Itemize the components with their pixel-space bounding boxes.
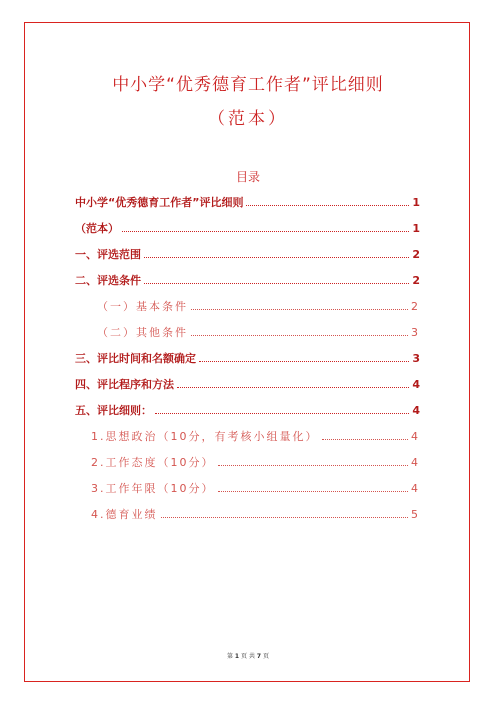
toc-entry[interactable]	[75, 271, 420, 287]
toc-entry[interactable]	[75, 219, 420, 235]
toc-entry[interactable]	[91, 505, 420, 521]
footer-middle: 页 共	[241, 653, 255, 660]
toc-entry-label: （二）其他条件	[97, 326, 188, 339]
toc-entry-label: 2.工作态度（10分）	[91, 456, 215, 469]
toc-entry-label: 4.德育业绩	[91, 508, 158, 521]
toc-entry-label: 3.工作年限（10分）	[91, 482, 215, 495]
toc-entry-label: 中小学“优秀德育工作者”评比细则	[75, 196, 244, 209]
footer-current-page: 1	[234, 653, 240, 660]
toc-heading: 目录	[235, 170, 260, 184]
footer-total-pages: 7	[256, 653, 262, 660]
toc-entry[interactable]	[75, 375, 420, 391]
toc-entry[interactable]	[97, 323, 420, 339]
toc-entry[interactable]	[91, 479, 420, 495]
toc-entry-page: 4	[411, 456, 420, 469]
toc-entry-label: 二、评选条件	[75, 274, 141, 287]
toc-entry-page: 2	[412, 248, 420, 261]
toc-entry-page: 3	[411, 326, 420, 339]
toc-entry-label: 四、评比程序和方法	[75, 378, 174, 391]
document-subtitle: （范本）	[208, 109, 288, 129]
dot-leader	[218, 490, 409, 492]
document-title: 中小学“优秀德育工作者”评比细则	[112, 75, 384, 95]
toc-entry-label: （范本）	[75, 222, 119, 235]
toc-entry-label: 三、评比时间和名额确定	[75, 352, 196, 365]
toc-entry-page: 5	[411, 508, 420, 521]
dot-leader	[199, 360, 409, 362]
dot-leader	[144, 256, 409, 258]
toc-entry-page: 4	[411, 430, 420, 443]
page-footer	[0, 651, 496, 660]
toc-entry[interactable]	[91, 453, 420, 469]
dot-leader	[191, 334, 408, 336]
dot-leader	[177, 386, 409, 388]
toc-entry-page: 4	[412, 404, 420, 417]
dot-leader	[155, 412, 409, 414]
toc-entry-page: 3	[412, 352, 420, 365]
toc-entry[interactable]	[75, 349, 420, 365]
toc-entry-label: 1.思想政治（10分，有考核小组量化）	[91, 430, 319, 443]
footer-prefix: 第	[226, 653, 233, 660]
toc-entry-page: 2	[411, 300, 420, 313]
dot-leader	[144, 282, 409, 284]
dot-leader	[161, 516, 409, 518]
toc-entry-page: 1	[412, 222, 420, 235]
toc-entry-page: 1	[412, 196, 420, 209]
toc-entry-label: 一、评选范围	[75, 248, 141, 261]
toc-entry[interactable]	[75, 401, 420, 417]
toc-entry-page: 2	[412, 274, 420, 287]
dot-leader	[122, 230, 409, 232]
toc-entry-label: （一）基本条件	[97, 300, 188, 313]
toc-entry[interactable]	[97, 297, 420, 313]
dot-leader	[246, 204, 409, 206]
toc-entry[interactable]	[75, 245, 420, 261]
toc-entry[interactable]	[75, 193, 420, 209]
toc-entry[interactable]	[91, 427, 420, 443]
toc-entry-page: 4	[412, 378, 420, 391]
footer-suffix: 页	[262, 653, 269, 660]
dot-leader	[218, 464, 409, 466]
dot-leader	[322, 438, 409, 440]
dot-leader	[191, 308, 408, 310]
toc-entry-page: 4	[411, 482, 420, 495]
toc-entry-label: 五、评比细则：	[75, 404, 152, 417]
